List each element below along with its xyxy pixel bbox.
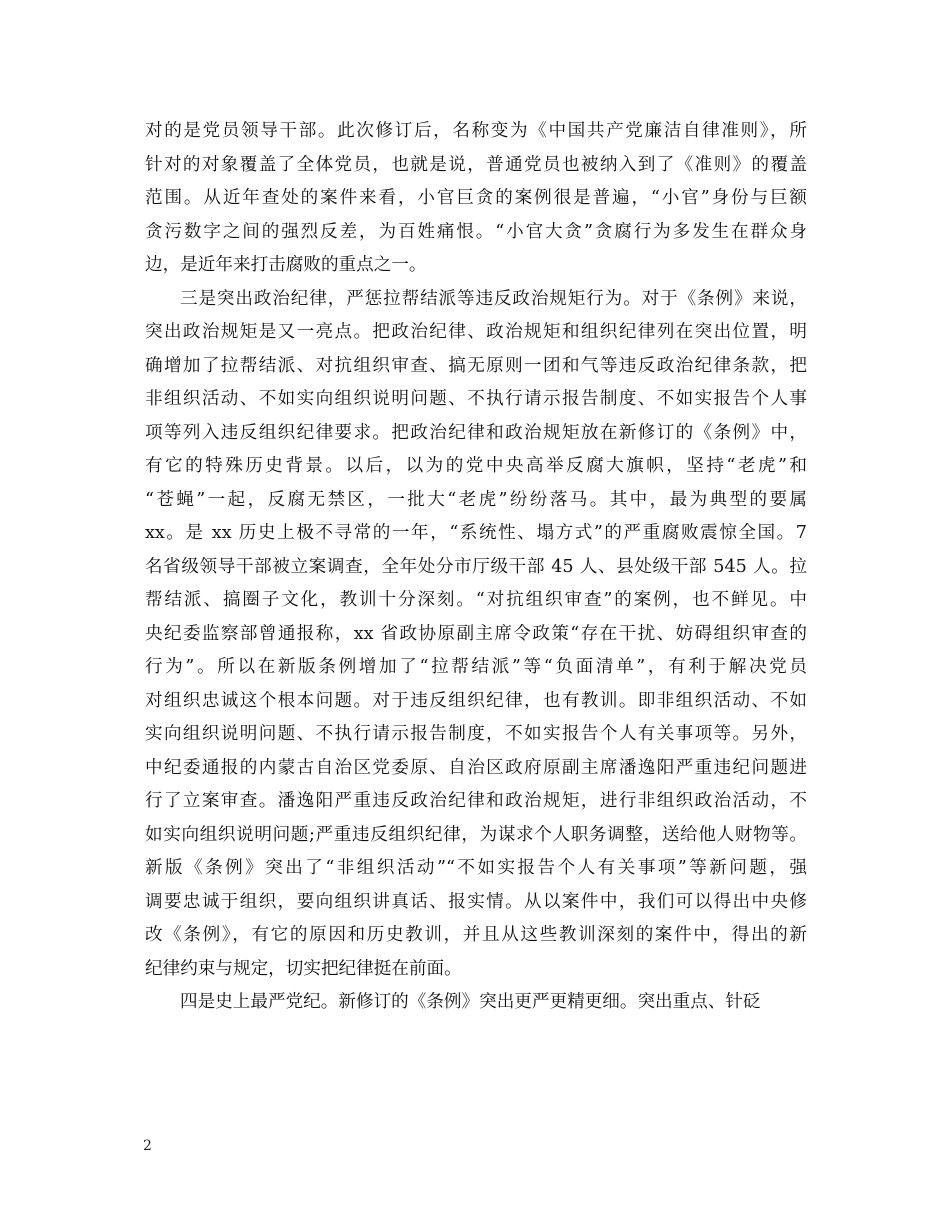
text-line: 针对的对象覆盖了全体党员，也就是说，普通党员也被纳入到了《准则》的覆盖: [145, 154, 807, 175]
text-line: 边，是近年来打击腐败的重点之一。: [145, 255, 427, 275]
text-line: 确增加了拉帮结派、对抗组织审查、搞无原则一团和气等违反政治纪律条款，把: [145, 355, 807, 376]
text-line: 非组织活动、不如实向组织说明问题、不执行请示报告制度、不如实报告个人事: [145, 389, 807, 409]
text-line: 行了立案审查。潘逸阳严重违反政治纪律和政治规矩，进行非组织政治活动，不: [145, 791, 807, 811]
text-line: xx。是 xx 历史上极不寻常的一年，“系统性、塌方式”的严重腐败震惊全国。7: [145, 523, 807, 543]
text-line: “苍蝇”一起，反腐无禁区，一批大“老虎”纷纷落马。其中，最为典型的要属: [145, 489, 807, 510]
text-line: 对组织忠诚这个根本问题。对于违反组织纪律，也有教训。即非组织活动、不如: [145, 690, 807, 711]
text-line: 行为”。所以在新版条例增加了“拉帮结派”等“负面清单”，有利于解决党员: [145, 657, 807, 677]
text-line: 中纪委通报的内蒙古自治区党委原、自治区政府原副主席潘逸阳严重违纪问题进: [145, 757, 807, 778]
text-line: 调要忠诚于组织，要向组织讲真话、报实情。从以案件中，我们可以得出中央修: [145, 891, 807, 912]
text-line: 有它的特殊历史背景。以后，以为的党中央高举反腐大旗帜，坚持“老虎”和: [145, 456, 807, 476]
text-line: 改《条例》，有它的原因和历史教训，并且从这些教训深刻的案件中，得出的新: [145, 925, 807, 945]
paragraph: [145, 986, 807, 1020]
text-line: 央纪委监察部曾通报称，xx 省政协原副主席令政策“存在干扰、妨碍组织审查的: [145, 623, 807, 644]
text-line: 对的是党员领导干部。此次修订后，名称变为《中国共产党廉洁自律准则》，所: [145, 121, 807, 141]
paragraph: [145, 283, 807, 987]
text-line: 贪污数字之间的强烈反差，为百姓痛恨。“小官大贪”贪腐行为多发生在群众身: [145, 221, 807, 242]
text-line: 项等列入违反组织纪律要求。把政治纪律和政治规矩放在新修订的《条例》中，: [145, 422, 807, 443]
text-line: 三是突出政治纪律，严惩拉帮结派等违反政治规矩行为。对于《条例》来说，: [180, 288, 807, 309]
text-line: 实向组织说明问题、不执行请示报告制度，不如实报告个人有关事项等。另外，: [145, 724, 807, 744]
text-line: 新版《条例》突出了“非组织活动”“不如实报告个人有关事项”等新问题，强: [145, 858, 807, 878]
text-line: 突出政治规矩是又一亮点。把政治纪律、政治规矩和组织纪律列在突出位置，明: [145, 322, 807, 342]
text-line: 纪律约束与规定，切实把纪律挺在前面。: [145, 958, 462, 979]
page-number: 2: [143, 1138, 152, 1154]
text-line: 如实向组织说明问题;严重违反组织纪律，为谋求个人职务调整，送给他人财物等。: [145, 824, 807, 845]
text-line: 四是史上最严党纪。新修订的《条例》突出更严更精更细。突出重点、针砭: [180, 992, 761, 1012]
text-line: 帮结派、搞圈子文化，教训十分深刻。“对抗组织审查”的案例，也不鲜见。中: [145, 590, 807, 610]
body-text: [145, 115, 807, 1020]
paragraph: [145, 115, 807, 283]
text-line: 名省级领导干部被立案调查，全年处分市厅级干部 45 人、县处级干部 545 人。拉: [145, 556, 807, 577]
text-line: 范围。从近年查处的案件来看，小官巨贪的案例很是普遍，“小官”身份与巨额: [145, 188, 807, 208]
